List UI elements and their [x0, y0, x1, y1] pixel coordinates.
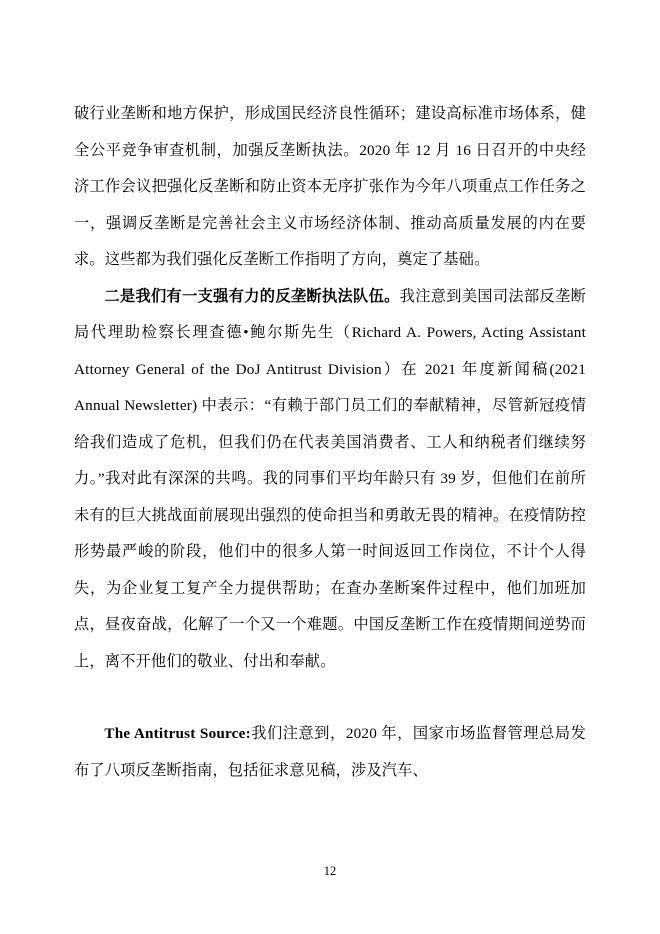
paragraph-1-text: 破行业垄断和地方保护，形成国民经济良性循环；建设高标准市场体系，健全公平竞争审查机制，加强反垄断执法。2020 年 12 月 16 日召开的中央经济工作会议把强化反垄断和防止资本无序扩张作为今年八项重点工作任务之一，强调反垄断是完善社会主义市场经济体制、推动高质量发展的内在要求。这些都为我们强化反垄断工作指明了方向，奠定了基础。	[74, 105, 586, 268]
paragraph-2	[74, 279, 586, 681]
paragraph-spacer	[74, 680, 586, 716]
paragraph-2-text: 我注意到美国司法部反垄断局代理助检察长理查德•鲍尔斯先生（Richard A. Powers, Acting Assistant Attorney General of the DoJ Antitrust Division）在 2021 年度新闻稿(2021 Annual Newsletter) 中表示：“有赖于部门员工们的奉献精神，尽管新冠疫情给我们造成了危机，但我们仍在代表美国消费者、工人和纳税者们继续努力。”我对此有深深的共鸣。我的同事们平均年龄只有 39 岁，但他们在前所未有的巨大挑战面前展现出强烈的使命担当和勇敢无畏的精神。在疫情防控形势最严峻的阶段，他们中的很多人第一时间返回工作岗位，不计个人得失，为企业复工复产全力提供帮助；在查办垄断案件过程中，他们加班加点，昼夜奋战，化解了一个又一个难题。中国反垄断工作在疫情期间逆势而上，离不开他们的敬业、付出和奉献。	[74, 287, 586, 670]
paragraph-3	[74, 716, 586, 789]
paragraph-3-lead: The Antitrust Source:	[104, 725, 251, 742]
page-number: 12	[323, 864, 337, 878]
page-body	[74, 96, 586, 789]
paragraph-2-lead: 二是我们有一支强有力的反垄断执法队伍。	[104, 287, 400, 305]
paragraph-1	[74, 96, 586, 279]
paragraph-3-text: 我们注意到，2020 年，国家市场监督管理总局发布了八项反垄断指南，包括征求意见稿，涉及汽车、	[74, 725, 586, 779]
